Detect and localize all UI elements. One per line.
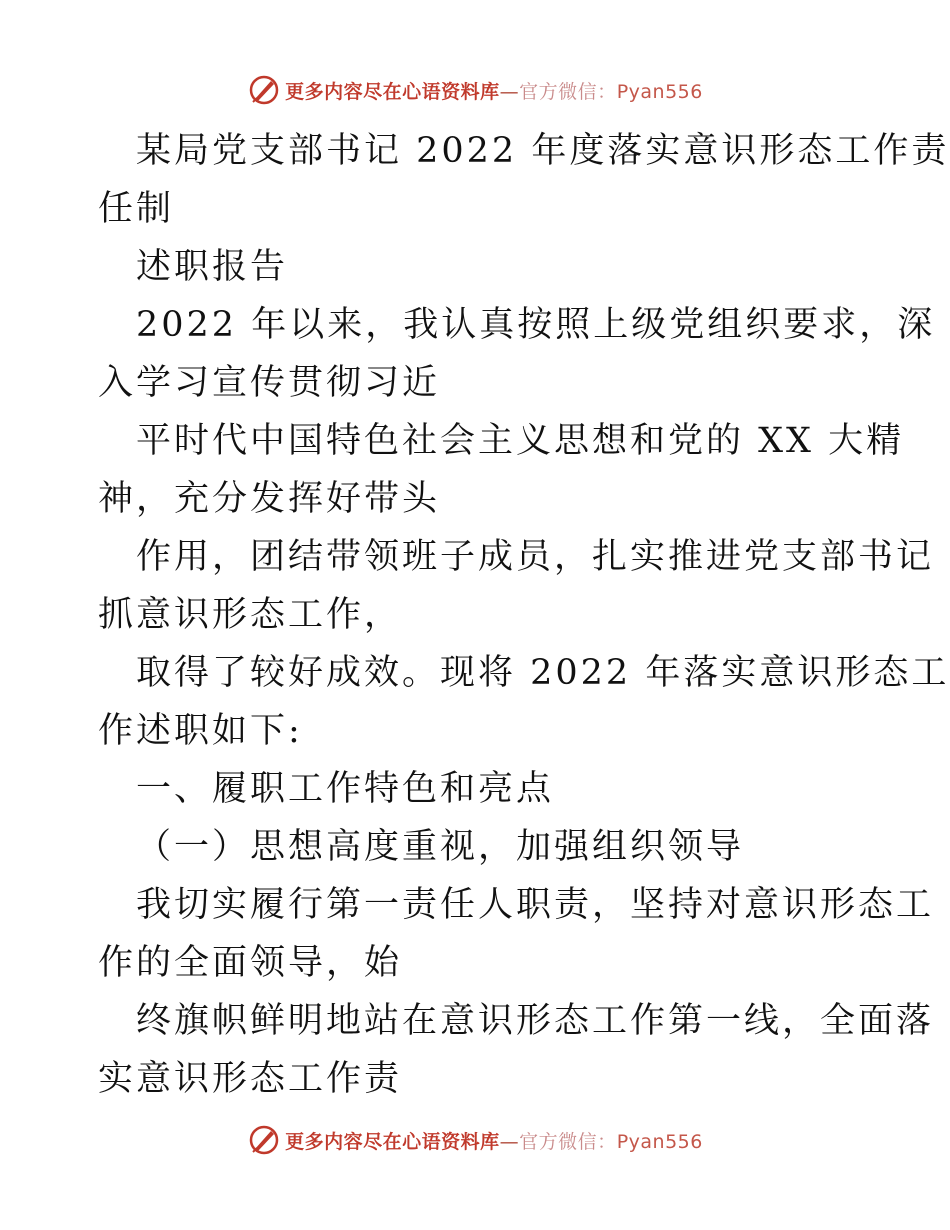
doc-line: 述职报告 bbox=[136, 247, 289, 287]
doc-line: 抓意识形态工作， bbox=[98, 595, 403, 635]
watermark-brand: 更多内容尽在心语资料库 bbox=[285, 1130, 500, 1153]
doc-line: 一、履职工作特色和亮点 bbox=[136, 769, 555, 809]
doc-line: 作的全面领导，始 bbox=[98, 943, 403, 983]
doc-line: 平时代中国特色社会主义思想和党的 XX 大精 bbox=[136, 421, 905, 461]
doc-line: （一）思想高度重视，加强组织领导 bbox=[136, 827, 745, 867]
watermark-wechat-id: Pyan556 bbox=[616, 80, 703, 103]
doc-line: 我切实履行第一责任人职责，坚持对意识形态工 bbox=[136, 885, 935, 925]
watermark-text bbox=[285, 1127, 703, 1154]
watermark-brand: 更多内容尽在心语资料库 bbox=[285, 80, 500, 103]
watermark-separator: — bbox=[499, 1130, 520, 1153]
doc-line: 取得了较好成效。现将 2022 年落实意识形态工 bbox=[136, 653, 950, 693]
doc-line: 入学习宣传贯彻习近 bbox=[98, 363, 441, 403]
doc-line: 作述职如下: bbox=[98, 711, 303, 751]
header-watermark bbox=[0, 70, 950, 110]
doc-line: 作用，团结带领班子成员，扎实推进党支部书记 bbox=[136, 537, 935, 577]
doc-line: 实意识形态工作责 bbox=[98, 1059, 403, 1099]
doc-line: 终旗帜鲜明地站在意识形态工作第一线，全面落 bbox=[136, 1001, 935, 1041]
watermark-text bbox=[285, 77, 703, 104]
watermark-wechat-label: 官方微信： bbox=[519, 1130, 617, 1153]
feather-pen-logo-icon bbox=[247, 73, 281, 107]
watermark-wechat-label: 官方微信： bbox=[519, 80, 617, 103]
doc-line: 某局党支部书记 2022 年度落实意识形态工作责 bbox=[136, 131, 950, 171]
doc-line: 神，充分发挥好带头 bbox=[98, 479, 441, 519]
footer-watermark bbox=[0, 1120, 950, 1160]
watermark-separator: — bbox=[499, 80, 520, 103]
doc-line: 2022 年以来，我认真按照上级党组织要求，深 bbox=[136, 305, 936, 345]
doc-line: 任制 bbox=[98, 189, 175, 229]
feather-pen-logo-icon bbox=[247, 1123, 281, 1157]
watermark-wechat-id: Pyan556 bbox=[616, 1130, 703, 1153]
document-body bbox=[98, 122, 950, 1108]
